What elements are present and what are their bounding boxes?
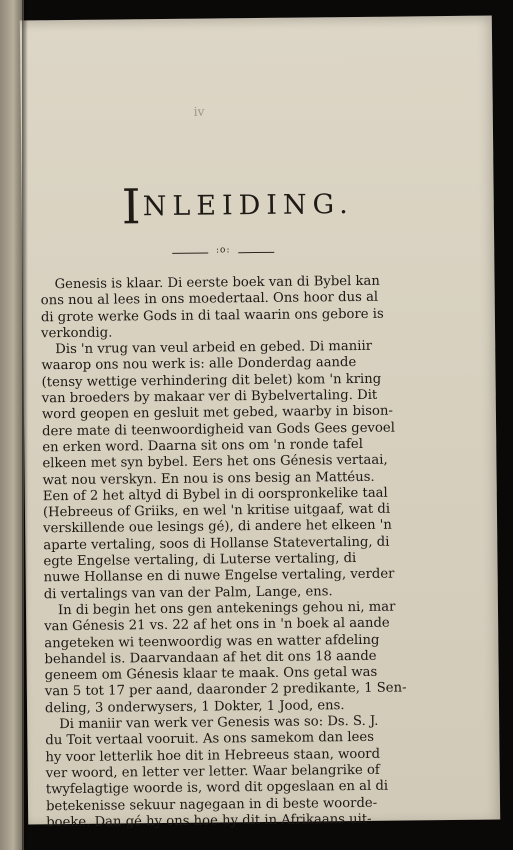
heading-initial: I [121,179,144,236]
text-line: du Toit vertaal vooruit. As ons samekom dan lees [45,730,375,749]
ornament-rule-right [238,252,274,253]
text-line: en erken word. Daarna sit ons om 'n ronde tafel [42,436,363,456]
text-line: dere mate di teenwoordigheid van Gods Gees gevoel [42,420,395,439]
text-line: nuwe Hollanse en di nuwe Engelse vertaling, verder [43,566,395,586]
heading-ornament [172,247,274,260]
text-line: betekenisse sekuur nagegaan in di beste woorde- [45,795,378,814]
text-line: wat nou verskyn. En nou is ons besig an Mattéus. [42,469,375,488]
text-line: Een of 2 het altyd di Bybel in di oorspronkelike taal [42,485,388,505]
text-line: Di maniir van werk ver Genesis was so: Ds. S. J. [59,713,379,733]
text-line: geneem om Génesis klaar te maak. Ons getal was [44,664,378,684]
text-line: (tensy wettige verhindering dit belet) kom 'n kring [41,371,382,391]
text-line: verskillende oue lesings gé), di andere het elkeen 'n [43,518,392,537]
text-line: angeteken wi teenwoordig was en watter afdeling [44,632,380,651]
text-line: boeke. Dan gé hy ons hoe hy dit in Afrikaans uit- [46,811,372,831]
text-line: di grote werke Gods in di taal waarin ons gebore is [40,306,384,325]
text-line: van 5 tot 17 per aand, daaronder 2 predikante, 1 Sen- [44,680,407,700]
heading-rest: NLEIDING. [142,189,354,223]
text-line: twyfelagtige woorde is, word dit opgeslaan en al di [45,778,389,798]
book-page [20,16,500,831]
text-line: van Génesis 21 vs. 22 af het ons in 'n boek al aande [44,615,390,635]
page-number: iv [193,104,205,119]
text-line: egte Engelse vertaling, di Luterse vertaling, di [43,551,357,570]
text-line: aparte vertaling, soos di Hollanse Statevertaling, di [43,534,390,554]
text-line: ver woord, en letter ver letter. Waar belangrike of [45,762,380,782]
text-line: (Hebreeus of Griiks, en wel 'n kritise uitgaaf, wat di [42,501,391,521]
text-line: di vertalings van van der Palm, Lange, ens. [43,583,333,602]
text-line: ons nou al lees in ons moedertaal. Ons hoor dus al [40,290,379,309]
text-line: verkondig. [41,325,113,342]
text-line: elkeen met syn bybel. Eers het ons Génesis vertaai, [42,452,388,472]
text-line: hy voor letterlik hoe dit in Hebreeus staan, woord [45,746,381,765]
text-line: Dis 'n vrug van veul arbeid en gebed. Di maniir [55,339,373,358]
text-line: van broeders by makaar ver di Bybelvertaling. Dit [41,387,378,407]
book-spine-shadow [22,0,28,850]
ornament-rule-left [172,253,208,254]
text-line: deling, 3 onderwysers, 1 Dokter, 1 Jood, ens. [44,697,345,716]
text-line: waarop ons nou werk is: alle Donderdag aande [41,355,357,374]
text-line: In di begin het ons gen antekenings gehou ni, mar [57,599,396,619]
body-text [40,273,470,832]
chapter-heading [121,179,354,236]
text-line: Genesis is klaar. Di eerste boek van di Bybel kan [54,273,380,293]
text-line: word geopen en gesluit met gebed, waarby in bison- [41,403,393,423]
text-line: behandel is. Daarvandaan af het dit ons 18 aande [44,648,377,668]
ornament-glyph: :o: [215,245,231,256]
